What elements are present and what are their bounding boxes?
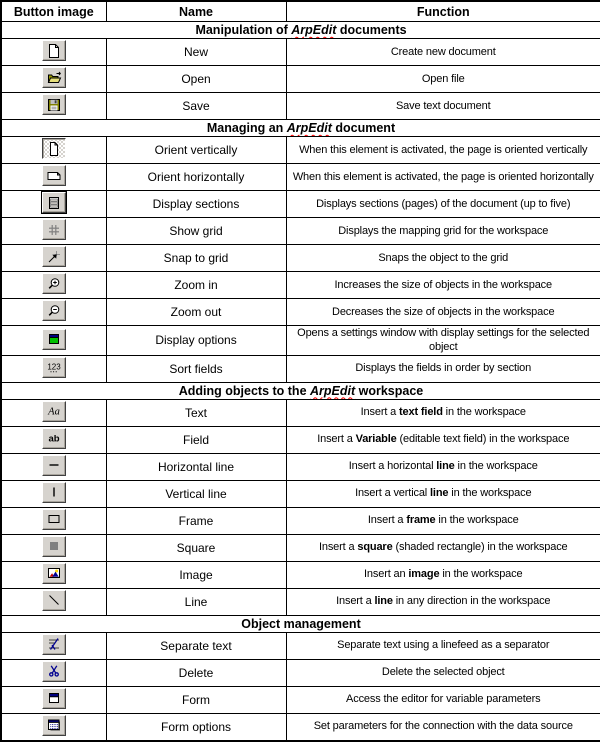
open-folder-icon [42,67,66,88]
text-segment: in the workspace [439,568,523,581]
text-segment: workspace [355,383,424,398]
button-image-cell [1,137,106,164]
button-image-cell [1,164,106,191]
text-segment: Opens a settings window with display settings for the selected object [297,327,590,354]
section-title [1,382,600,399]
text-segment: Displays the mapping grid for the workspace [338,224,549,237]
button-image-cell [1,326,106,356]
table-row [1,632,600,659]
button-function [286,93,600,120]
button-function [286,632,600,659]
button-function [286,137,600,164]
button-function [286,686,600,713]
save-floppy-icon [42,94,66,115]
button-image-cell [1,632,106,659]
vertical-line-icon [42,482,66,503]
text-segment: Insert a vertical [355,487,431,500]
text-segment: Open file [421,72,465,85]
bold-term: Variable [355,433,397,446]
form-options-icon [42,715,66,736]
text-segment: Set parameters for the connection with the data source [313,720,573,733]
button-function [286,299,600,326]
button-image-cell [1,191,106,218]
bold-term: line [374,595,393,608]
table-row [1,534,600,561]
text-segment: Save text document [395,99,491,112]
new-document-icon [42,40,66,61]
text-segment: Access the editor for variable parameters [346,693,541,706]
button-function [286,66,600,93]
misspelled-word: ArpEdit [286,121,332,135]
frame-icon [42,509,66,530]
zoom-out-icon [42,300,66,321]
delete-icon [42,661,66,682]
button-name: Zoom in [106,272,286,299]
column-header-name: Name [106,1,286,22]
text-segment: Decreases the size of objects in the workspace [332,305,555,318]
section-title [1,615,600,632]
text-segment: in the workspace [442,406,526,419]
button-image-cell [1,299,106,326]
button-function [286,272,600,299]
button-image-cell [1,480,106,507]
table-row [1,245,600,272]
table-row [1,326,600,356]
table-row [1,453,600,480]
text-segment: Insert a horizontal [348,460,437,473]
text-segment: Delete the selected object [381,666,505,679]
button-function [286,561,600,588]
table-row [1,191,600,218]
button-image-cell [1,453,106,480]
table-row [1,507,600,534]
button-function [286,588,600,615]
button-image-cell [1,39,106,66]
button-name: Display sections [106,191,286,218]
button-image-cell [1,272,106,299]
button-image-cell [1,93,106,120]
text-segment: Insert a [367,514,407,527]
button-name: Form [106,686,286,713]
button-function [286,218,600,245]
text-segment: (editable text field) in the workspace [396,433,570,446]
text-segment: When this element is activated, the page is oriented vertically [299,143,588,156]
button-function [286,326,600,356]
button-name: Horizontal line [106,453,286,480]
table-row [1,164,600,191]
table-row [1,137,600,164]
show-grid-icon [42,219,66,240]
button-image-cell [1,218,106,245]
separate-text-icon [42,634,66,655]
button-function [286,507,600,534]
button-name: Orient vertically [106,137,286,164]
button-function [286,453,600,480]
display-sections-icon [42,192,66,213]
text-segment: document [331,121,396,135]
table-row [1,218,600,245]
button-name: Zoom out [106,299,286,326]
table-row [1,686,600,713]
button-name: Frame [106,507,286,534]
button-function [286,164,600,191]
bold-term: image [408,568,440,581]
zoom-in-icon [42,273,66,294]
button-function [286,39,600,66]
button-name: Delete [106,659,286,686]
button-name: Display options [106,326,286,356]
table-row [1,561,600,588]
form-icon [42,688,66,709]
button-function [286,355,600,382]
button-name: Save [106,93,286,120]
text-segment: Displays sections (pages) of the document (up to five) [316,197,571,210]
text-segment: (shaded rectangle) in the workspace [392,541,568,554]
display-options-icon [42,329,66,350]
bold-term: text field [399,406,443,419]
header-row [1,1,600,22]
image-icon [42,563,66,584]
sort-fields-icon [42,357,66,378]
button-image-cell [1,588,106,615]
table-row [1,39,600,66]
bold-term: line [436,460,455,473]
button-name: Field [106,426,286,453]
section-title [1,120,600,137]
horizontal-line-icon [42,455,66,476]
text-segment: Insert an [364,568,409,581]
svg-text:123: 123 [47,362,61,372]
section-header-row [1,22,600,39]
text-icon [42,401,66,422]
button-image-cell [1,245,106,272]
button-image-cell [1,399,106,426]
button-name: Orient horizontally [106,164,286,191]
text-segment: Insert a [317,433,356,446]
section-header-row [1,382,600,399]
button-function [286,426,600,453]
button-image-cell [1,355,106,382]
button-function [286,399,600,426]
button-name: Form options [106,713,286,741]
bold-term: line [430,487,449,500]
text-segment: When this element is activated, the page is oriented horizontally [292,170,594,183]
text-segment: Manipulation of [195,23,292,37]
button-name: Snap to grid [106,245,286,272]
text-segment: in the workspace [448,487,532,500]
table-row [1,299,600,326]
misspelled-word: ArpEdit [310,383,356,398]
text-segment: Insert a [360,406,400,419]
button-name: Image [106,561,286,588]
table-row [1,93,600,120]
bold-term: frame [406,514,436,527]
text-segment: Increases the size of objects in the workspace [334,278,552,291]
button-name: New [106,39,286,66]
table-row [1,426,600,453]
table-row [1,272,600,299]
text-segment: in the workspace [454,460,538,473]
button-name: Open [106,66,286,93]
square-icon [42,536,66,557]
button-image-cell [1,507,106,534]
button-name: Square [106,534,286,561]
section-header-row [1,120,600,137]
bold-term: square [357,541,393,554]
column-header-button-image: Button image [1,1,106,22]
button-function [286,534,600,561]
svg-text:ab: ab [48,433,60,445]
text-segment: Adding objects to the [178,383,310,398]
button-name: Show grid [106,218,286,245]
button-function [286,713,600,741]
button-image-cell [1,713,106,741]
text-segment: Object management [241,616,361,631]
table-row [1,588,600,615]
text-segment: Displays the fields in order by section [355,362,532,375]
button-image-cell [1,686,106,713]
text-segment: Create new document [390,45,496,58]
section-header-row [1,615,600,632]
button-name: Separate text [106,632,286,659]
text-segment: Managing an [206,121,287,135]
button-name: Text [106,399,286,426]
table-row [1,713,600,741]
button-image-cell [1,534,106,561]
button-function [286,659,600,686]
button-name: Vertical line [106,480,286,507]
text-segment: in any direction in the workspace [392,595,551,608]
text-segment: documents [336,23,407,37]
button-image-cell [1,561,106,588]
misspelled-word: ArpEdit [291,23,337,37]
button-name: Sort fields [106,355,286,382]
button-image-cell [1,426,106,453]
orient-vertical-icon [42,138,66,159]
column-header-function: Function [286,1,600,22]
snap-to-grid-icon [42,246,66,267]
text-segment: Snaps the object to the grid [378,251,509,264]
table-row [1,355,600,382]
svg-text:Aa: Aa [47,406,60,418]
text-segment: Insert a [336,595,375,608]
button-function [286,480,600,507]
button-image-cell [1,659,106,686]
button-image-cell [1,66,106,93]
table-row [1,480,600,507]
button-function [286,191,600,218]
button-function [286,245,600,272]
field-icon [42,428,66,449]
text-segment: Separate text using a linefeed as a separator [337,639,550,652]
table-row [1,659,600,686]
section-title [1,22,600,39]
orient-horizontal-icon [42,165,66,186]
text-segment: Insert a [318,541,358,554]
text-segment: in the workspace [435,514,519,527]
line-icon [42,590,66,611]
table-row [1,399,600,426]
table-row [1,66,600,93]
button-name: Line [106,588,286,615]
